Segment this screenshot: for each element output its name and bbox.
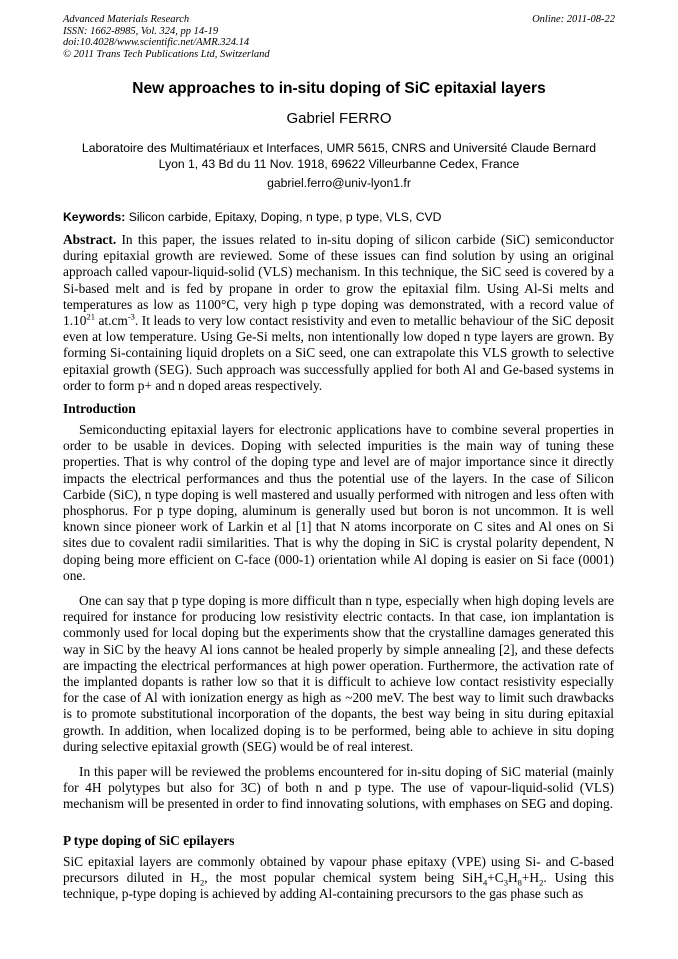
ptype-text-4: H xyxy=(507,870,518,886)
ptype-text-3: +C xyxy=(487,870,504,886)
ptype-text-6: . Using this technique, p-type doping is achieved by adding Al-containing precursors to the gas phase such as xyxy=(63,870,615,902)
keywords xyxy=(63,210,618,224)
abstract-text-3: . It leads to very low contact resistivity and even to metallic behaviour of the SiC deposit even at low temperature. Using Ge-Si melts, non intentionally low doped n type layers are grown. By forming Si-containing liquid droplets on a SiC seed, one can extrapolate this VLS growth to selective epitaxial growth (SEG). Such approach was successfully applied for both Al and Ge-based systems in order to form p+ and n doped areas respectively. xyxy=(63,313,614,393)
introduction-paragraph-1 xyxy=(63,422,614,584)
ptype-sub-5: 2 xyxy=(539,877,544,888)
abstract-sup-1: 21 xyxy=(86,311,95,322)
paper-title: New approaches to in-situ doping of SiC epitaxial layers xyxy=(132,80,546,97)
intro-p1-text: Semiconducting epitaxial layers for electronic applications have to combine several properties in order to be usable in devices. Doping with selected impurities is the main way of tuning these properties. That is why control of the doping type and level are of major importance since it directly impacts the electrical performances and thus the potential use of the layers. In the case of Silicon Carbide (SiC), n type doping is well mastered and usually performed with nitrogen and less often with phosphorus. For p type doping, aluminum is generally used but boron is not uncommon. It is well known since pioneer work of Larkin et al [1] that N atoms incorporate on C sites and Al ones on Si sites due to covalent radii similarities. That is why the doping in SiC is crystal polarity dependent, N doping being more efficient on C-face (000-1) orientation while Al doping is easier on Si face (0001) one. xyxy=(63,422,614,583)
introduction-paragraph-2 xyxy=(63,593,614,755)
ptype-sub-4: 8 xyxy=(517,877,522,888)
issn-line: ISSN: 1662-8985, Vol. 324, pp 14-19 xyxy=(63,25,219,37)
journal-name: Advanced Materials Research xyxy=(63,14,190,25)
copyright-line: © 2011 Trans Tech Publications Ltd, Switzerland xyxy=(63,48,270,60)
ptype-sub-3: 3 xyxy=(503,877,508,888)
keywords-label: Keywords: xyxy=(63,210,126,224)
affiliation-line-1: Laboratoire des Multimatériaux et Interfaces, UMR 5615, CNRS and Université Claude Bernard xyxy=(81,141,597,155)
affiliation-line-2: Lyon 1, 43 Bd du 11 Nov. 1918, 69622 Villeurbanne Cedex, France xyxy=(158,157,520,171)
intro-p2-text: One can say that p type doping is more difficult than n type, especially when high doping levels are required for instance for producing low resistivity electric contacts. In that case, ion implantation is commonly used for local doping but the experiments show that the crystalline damages generated this way in SiC by the heavy Al ions cannot be healed properly by simple annealing [2], and these defects are impacting the electrical performances at high power operation. Furthermore, the activation rate of the implanted dopants is rather low so that it is difficult to achieve low contact resistivity especially for the case of Al with ionization energy as high as ~200 meV. The best way to limit such drawbacks is to promote substitutional incorporation of the dopants, the best way being in situ during epitaxial growth. In addition, when localized doping is to be performed, being able to achieve in situ doping during selective epitaxial growth (SEG) would be of real interest. xyxy=(63,593,614,754)
introduction-heading: Introduction xyxy=(63,401,136,416)
ptype-section-heading: P type doping of SiC epilayers xyxy=(63,833,235,848)
intro-p3-text: In this paper will be reviewed the problems encountered for in-situ doping of SiC material (mainly for 4H polytypes but also for 3C) of both n and p type. The use of vapour-liquid-solid (VLS) mechanism will be presented in order to find innovating solutions, with emphases on SEG and doping. xyxy=(63,764,614,812)
online-date: Online: 2011-08-22 xyxy=(532,14,615,25)
introduction-paragraph-3 xyxy=(63,764,614,813)
ptype-text-5: +H xyxy=(521,870,540,886)
ptype-paragraph-1 xyxy=(63,854,614,903)
keywords-text: Silicon carbide, Epitaxy, Doping, n type, p type, VLS, CVD xyxy=(125,210,442,224)
doi-line: doi:10.4028/www.scientific.net/AMR.324.14 xyxy=(63,37,250,49)
abstract-sup-2: -3 xyxy=(127,311,135,322)
ptype-sub-2: 4 xyxy=(482,877,488,888)
ptype-sub-1: 2 xyxy=(200,877,205,888)
author-name: Gabriel FERRO xyxy=(286,110,392,127)
running-header xyxy=(63,14,270,60)
ptype-text-2: , the most popular chemical system being SiH xyxy=(204,870,483,886)
abstract xyxy=(63,232,614,394)
abstract-text-1: In this paper, the issues related to in-situ doping of silicon carbide (SiC) semiconductor during epitaxial growth are reviewed. Some of these issues can find solution by using an original approach called vapour-liquid-solid (VLS) mechanism. In this technique, the SiC seed is covered by a Si-based melt and is fed by propane in order to grow the epitaxial film. Using Al-Si melts and temperatures as low as 1100°C, very high p type doping was demonstrated, with a record value of 1.10 xyxy=(63,232,614,329)
author-email: gabriel.ferro@univ-lyon1.fr xyxy=(267,176,411,190)
ptype-text-1: SiC epitaxial layers are commonly obtained by vapour phase epitaxy (VPE) using Si- and C-based precursors diluted in H xyxy=(63,854,614,886)
affiliation xyxy=(40,140,638,172)
abstract-text-2: at.cm xyxy=(94,313,128,329)
abstract-label: Abstract. xyxy=(63,232,117,247)
